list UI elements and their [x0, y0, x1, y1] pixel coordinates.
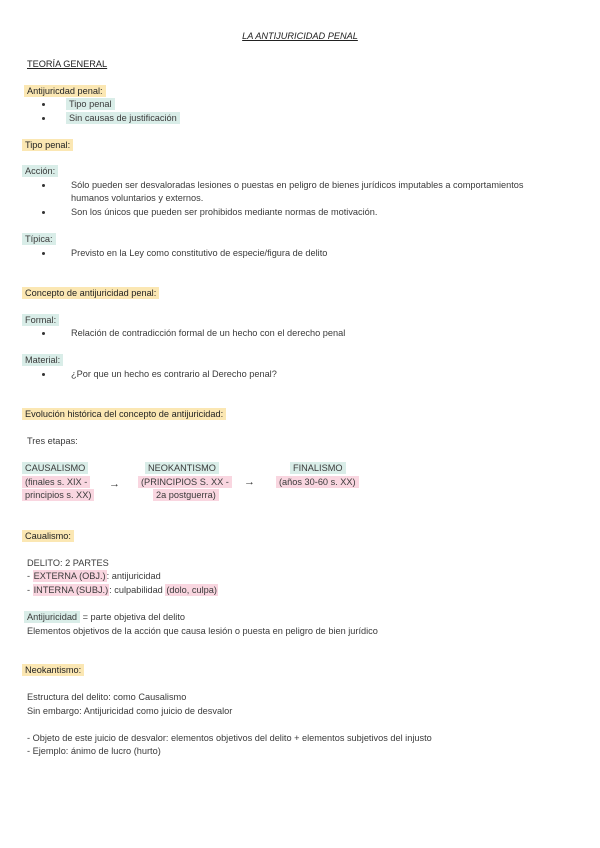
- bullet: [42, 332, 45, 335]
- material-item: ¿Por que un hecho es contrario al Derecho penal?: [71, 369, 277, 379]
- stage-neokantismo-name: NEOKANTISMO: [145, 463, 219, 474]
- stage-finalismo-period: (años 30-60 s. XX): [276, 477, 359, 488]
- sin-embargo-line: Sin embargo: Antijuricidad como juicio de desvalor: [27, 706, 233, 716]
- estructura-line: Estructura del delito: como Causalismo: [27, 692, 187, 702]
- heading-tipo-penal: Tipo penal:: [22, 140, 73, 151]
- heading-concepto: Concepto de antijuricidad penal:: [22, 288, 159, 299]
- section-teoria-general: TEORÍA GENERAL: [27, 59, 108, 69]
- heading-antijuricidad-penal: Antijuricdad penal:: [24, 86, 106, 97]
- label-accion: Acción:: [22, 166, 58, 177]
- ejemplo-line: - Ejemplo: ánimo de lucro (hurto): [27, 746, 161, 756]
- bullet: [42, 184, 45, 187]
- antijuricidad-line: Antijuricidad = parte objetiva del delito: [24, 612, 185, 623]
- document-title: LA ANTIJURICIDAD PENAL: [242, 31, 358, 41]
- stage-finalismo-name: FINALISMO: [290, 463, 346, 474]
- heading-caualismo: Caualismo:: [22, 531, 74, 542]
- list-item-sin-causas: Sin causas de justificación: [66, 113, 180, 124]
- delito-2-partes: DELITO: 2 PARTES: [27, 558, 109, 568]
- elementos-objetivos: Elementos objetivos de la acción que causa lesión o puesta en peligro de bien jurídico: [27, 626, 378, 636]
- arrow-right-icon: →: [109, 478, 120, 490]
- stage-causalismo-name: CAUSALISMO: [22, 463, 88, 474]
- bullet: [42, 252, 45, 255]
- heading-evolucion: Evolución histórica del concepto de antijuricidad:: [22, 409, 226, 420]
- objeto-juicio-line: - Objeto de este juicio de desvalor: elementos objetivos del delito + elementos subjetivos del injusto: [27, 733, 432, 743]
- accion-item-1-cont: humanos voluntarios y externos.: [71, 193, 204, 203]
- list-item-tipo-penal: Tipo penal: [66, 99, 115, 110]
- stage-causalismo-period: (finales s. XIX -: [22, 477, 90, 488]
- stage-neokantismo-period: (PRINCIPIOS S. XX -: [138, 477, 232, 488]
- label-material: Material:: [22, 355, 63, 366]
- bullet: [42, 373, 45, 376]
- accion-item-2: Son los únicos que pueden ser prohibidos mediante normas de motivación.: [71, 207, 378, 217]
- formal-item: Relación de contradicción formal de un hecho con el derecho penal: [71, 328, 346, 338]
- externa-line: - EXTERNA (OBJ.): antijuricidad: [27, 571, 161, 581]
- label-formal: Formal:: [22, 315, 59, 326]
- bullet: [42, 103, 45, 106]
- label-tipica: Típica:: [22, 234, 56, 245]
- stage-neokantismo-period-2: 2a postguerra): [153, 490, 219, 501]
- arrow-right-icon: →: [244, 476, 255, 488]
- stage-causalismo-period-2: principios s. XX): [22, 490, 94, 501]
- interna-line: - INTERNA (SUBJ.): culpabilidad (dolo, culpa): [27, 585, 217, 595]
- bullet: [42, 117, 45, 120]
- tres-etapas: Tres etapas:: [27, 436, 78, 446]
- tipica-item: Previsto en la Ley como constitutivo de especie/figura de delito: [71, 248, 328, 258]
- heading-neokantismo: Neokantismo:: [22, 665, 84, 676]
- bullet: [42, 211, 45, 214]
- accion-item-1: Sólo pueden ser desvaloradas lesiones o puestas en peligro de bienes jurídicos imputables a comportamientos: [71, 180, 524, 190]
